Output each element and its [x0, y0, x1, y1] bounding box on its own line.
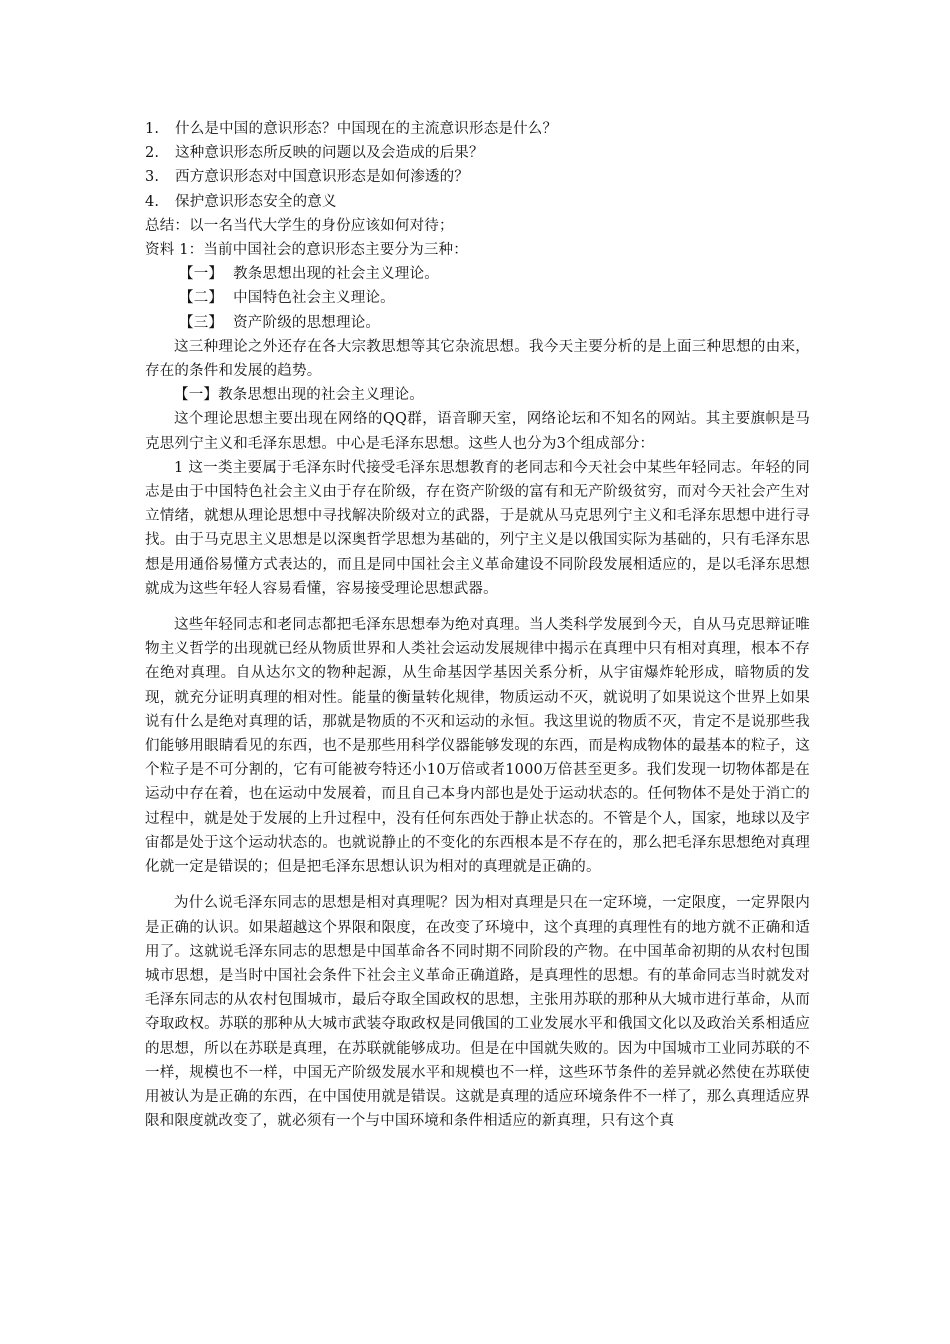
ideology-type-list [145, 262, 810, 335]
type-text: 资产阶级的思想理论。 [233, 314, 381, 331]
paragraph-body: 为什么说毛泽东同志的思想是相对真理呢？因为相对真理是只在一定环境，一定限度，一定界限内是正确的认识。如果超越这个界限和限度，在改变了环境中，这个真理的真理性有的地方就不正确和适用了。这就说毛泽东同志的思想是中国革命各不同时期不同阶段的产物。在中国革命初期的从农村包围城市思想，是当时中国社会条件下社会主义革命正确道路，是真理性的思想。有的革命同志当时就发对毛泽东同志的从农村包围城市，最后夺取全国政权的思想，主张用苏联的那种从大城市进行革命，从而夺取政权。苏联的那种从大城市武装夺取政权是同俄国的工业发展水平和俄国文化以及政治关系相适应的思想，所以在苏联是真理，在苏联就能够成功。但是在中国就失败的。因为中国城市工业同苏联的不一样，规模也不一样，中国无产阶级发展水平和规模也不一样，这些环节条件的差异就必然使在苏联使用被认为是正确的东西，在中国使用就是错误。这就是真理的适应环境条件不一样了，那么真理适应界限和限度就改变了，就必须有一个与中国环境和条件相适应的新真理，只有这个真 [145, 895, 810, 1130]
ideology-type-1 [145, 262, 810, 286]
question-text: 西方意识形态对中国意识形态是如何渗透的？ [175, 169, 469, 186]
question-number: 1. [145, 121, 160, 137]
question-item-1 [145, 117, 810, 141]
paragraph-body: 1 这一类主要属于毛泽东时代接受毛泽东思想教育的老同志和今天社会中某些年轻同志。年轻的同志是由于中国特色社会主义由于存在阶级，存在资产阶级的富有和无产阶级贫穷，而对今天社会产生对立情绪，就想从理论思想中寻找解决阶级对立的武器，于是就从马克思列宁主义和毛泽东思想中进行寻找。由于马克思主义思想是以深奥哲学思想为基础的，列宁主义是以俄国实际为基础的，只有毛泽东思想是用通俗易懂方式表达的，而且是同中国社会主义革命建设不同阶段发展相适应的，是以毛泽东思想就成为这些年轻人容易看懂，容易接受理论思想武器。 [145, 459, 810, 597]
type-text: 中国特色社会主义理论。 [233, 290, 395, 307]
question-item-4 [145, 190, 810, 214]
document-page [145, 117, 810, 1145]
material-title: 资料 1：当前中国社会的意识形态主要分为三种： [145, 242, 468, 259]
section-heading: 【一】教条思想出现的社会主义理论。 [174, 387, 424, 404]
question-text: 保护意识形态安全的意义 [175, 193, 337, 210]
paragraph-body: 这些年轻同志和老同志都把毛泽东思想奉为绝对真理。当人类科学发展到今天，自从马克思辩证唯物主义哲学的出现就已经从物质世界和人类社会运动发展规律中揭示在真理中只有相对真理，根本不存在绝对真理。自从达尔文的物种起源，从生命基因学基因关系分析，从宇宙爆炸轮形成，暗物质的发现，就充分证明真理的相对性。能量的衡量转化规律，物质运动不灭，就说明了如果说这个世界上如果说有什么是绝对真理的话，那就是物质的不灭和运动的永恒。我这里说的物质不灭，肯定不是说那些我们能够用眼睛看见的东西，也不是那些用科学仪器能够发现的东西，而是构成物体的最基本的粒子，这个粒子是不可分割的，它有可能被夸特还小10万倍或者1000万倍甚至更多。我们发现一切物体都是在运动中存在着，也在运动中发展着，而且自己本身内部也是处于运动状态的。任何物体不是处于消亡的过程中，就是处于发展的上升过程中，没有任何东西处于静止状态的。不管是个人，国家，地球以及宇宙都是处于这个运动状态的。也就说静止的不变化的东西根本是不存在的，那么把毛泽东思想绝对真理化就一定是错误的；但是把毛泽东思想认识为相对的真理就是正确的。 [145, 617, 810, 876]
question-number: 4. [145, 193, 160, 210]
ideology-type-3 [145, 311, 810, 335]
type-tag: 【二】 [179, 290, 224, 307]
paragraph-body: 这个理论思想主要出现在网络的QQ群，语音聊天室，网络论坛和不知名的网站。其主要旗帜是马克思列宁主义和毛泽东思想。中心是毛泽东思想。这些人也分为3个组成部分： [145, 411, 810, 452]
question-list [145, 117, 810, 214]
type-text: 教条思想出现的社会主义理论。 [233, 266, 439, 283]
paragraph-intro: 这三种理论之外还存在各大宗教思想等其它杂流思想。我今天主要分析的是上面三种思想的由来，存在的条件和发展的趋势。 [145, 338, 810, 380]
question-text: 这种意识形态所反映的问题以及会造成的后果？ [175, 145, 484, 162]
type-tag: 【三】 [179, 314, 224, 331]
ideology-type-2 [145, 286, 810, 310]
question-number: 3. [145, 169, 160, 186]
summary-line: 总结：以一名当代大学生的身份应该如何对待； [145, 217, 454, 234]
question-number: 2. [145, 145, 160, 162]
question-item-3 [145, 165, 810, 189]
question-text: 什么是中国的意识形态？中国现在的主流意识形态是什么？ [175, 121, 558, 137]
question-item-2 [145, 141, 810, 165]
type-tag: 【一】 [179, 266, 224, 283]
